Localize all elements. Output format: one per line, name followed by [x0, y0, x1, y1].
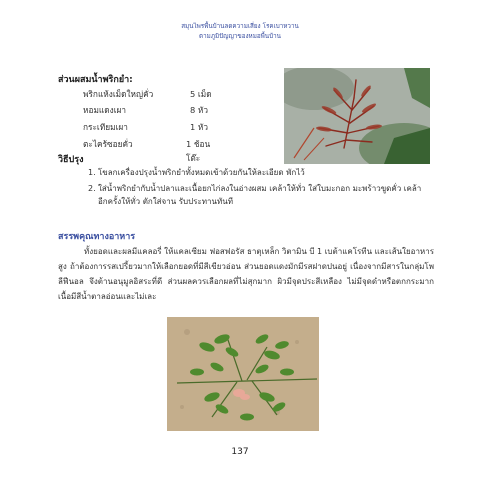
method-title: วิธีปรุง: [58, 155, 84, 165]
nutrition-title: สรรพคุณทางอาหาร: [58, 232, 136, 242]
ingredient-row: [83, 137, 223, 165]
step-text: ใส่น้ำพริกยำกับน้ำปลาและเนื้อยกไก่ลงในอ่างผสม เคล้าให้ทั่ว ใส่ใบมะกอก มะพร้าวขูดคั่ว เคล้าอีกครั้งให้ทั่ว ตักใส่จาน รับประทานทันที: [98, 184, 422, 206]
ingredient-qty: 5 เม็ด: [190, 89, 212, 99]
method-step: [88, 182, 428, 208]
step-text: โขลกเครื่องปรุงน้ำพริกยำทั้งหมดเข้าด้วยกันให้ละเอียด พักไว้: [98, 168, 305, 177]
page-number: 137: [231, 447, 249, 457]
ingredient-qty: 1 ช้อนโต๊ะ: [185, 139, 211, 163]
step-number: 1.: [88, 168, 96, 177]
running-header: [0, 22, 480, 42]
ingredient-qty: 1 หัว: [190, 122, 209, 132]
ingredients-title: ส่วนผสมน้ำพริกยำ:: [58, 75, 133, 85]
red-shoot-leaves-image: [284, 68, 430, 164]
ingredient-name: หอมแดงเผา: [83, 105, 127, 115]
ingredient-row: [83, 103, 223, 117]
ingredient-name: พริกแห้งเม็ดใหญ่คั่ว: [83, 89, 154, 99]
leaf-photo: [284, 68, 430, 164]
ingredient-name: ตะไคร้ซอยคั่ว: [83, 139, 133, 149]
ingredient-qty: 8 หัว: [190, 105, 209, 115]
header-line-2: ตามภูมิปัญญาของหมอพื้นบ้าน: [199, 33, 281, 40]
ingredient-row: [83, 87, 223, 101]
green-plant-image: [167, 317, 319, 431]
ingredient-name: กระเทียมเผา: [83, 122, 128, 132]
nutrition-paragraph: ทั้งยอดและผลมีแคลอรี่ ให้แคลเซียม ฟอสฟอรัส ธาตุเหล็ก วิตามิน บี 1 เบต้าแคโรทีน และเส้นใยอาหารสูง ถ้าต้องการรสเปรี้ยวมากให้เลือกยอดที่มีสีเขียวอ่อน ส่วนยอดแดงมักมีรสฝาดปนอยู่ เนื่องจากมีสารในกลุ่มโพลีฟีนอล จึงต้านอนุมูลอิสระที่ดี ส่วนผลควรเลือกผลที่ไม่สุกมาก ผิวมีจุดประสีเหลือง ไม่มีจุดดำหรือตกกระมาก เนื้อมีสีน้ำตาลอ่อนและไม่เละ: [58, 247, 434, 301]
header-line-1: สมุนไพรพื้นบ้านลดความเสี่ยง โรคเบาหวาน: [181, 23, 299, 30]
ingredient-row: [83, 120, 223, 134]
plant-photo: [167, 317, 319, 431]
step-number: 2.: [88, 184, 96, 193]
method-step: [88, 166, 428, 179]
